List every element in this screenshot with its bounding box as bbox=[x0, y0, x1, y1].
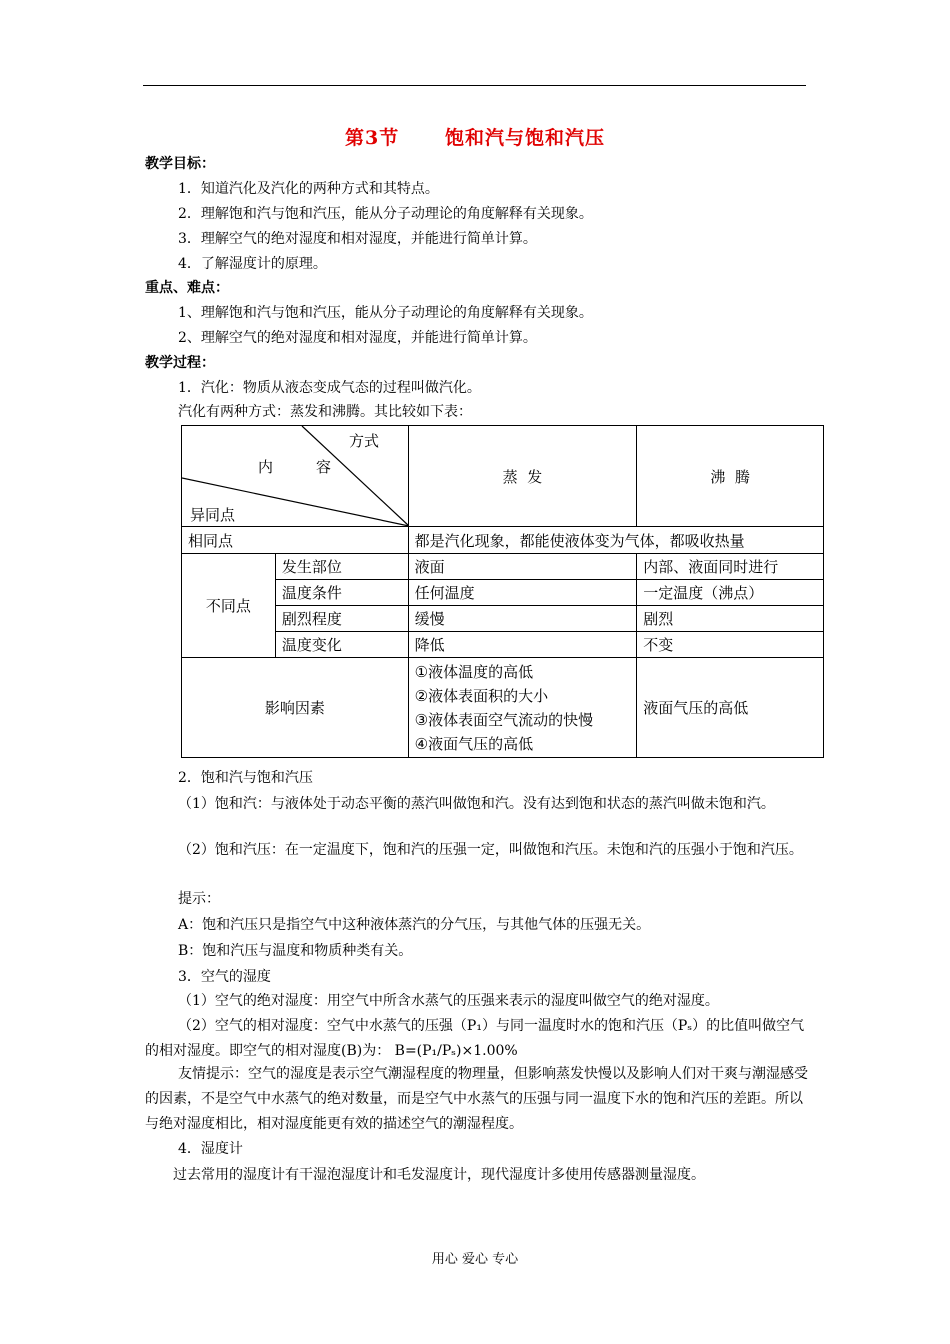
process-heading: 教学过程： bbox=[145, 355, 215, 371]
diff-item: 温度变化 bbox=[275, 632, 408, 658]
section3-title: 3．空气的湿度 bbox=[178, 969, 271, 985]
factors-label: 影响因素 bbox=[182, 658, 409, 758]
objective-item: 2．理解饱和汽与饱和汽压，能从分子动理论的角度解释有关现象。 bbox=[178, 206, 593, 222]
factor-item: ①液体温度的高低 bbox=[414, 662, 534, 681]
factor-item: ②液体表面积的大小 bbox=[414, 686, 549, 705]
diag-label-content-a: 内 bbox=[258, 458, 274, 476]
diff-item: 发生部位 bbox=[275, 554, 408, 580]
hygrometer-description: 过去常用的湿度计有干湿泡湿度计和毛发湿度计，现代湿度计多使用传感器测量湿度。 bbox=[173, 1167, 705, 1183]
col-header-boiling: 沸 腾 bbox=[637, 426, 824, 527]
friendly-tip: 友情提示：空气的湿度是表示空气潮湿程度的物理量，但影响蒸发快慢以及影响人们对干爽与潮湿感受的因素，不是空气中水蒸气的绝对数量，而是空气中水蒸气的压强与同一温度下水的饱和汽压的差距。所以与绝对湿度相比，相对湿度能更有效的描述空气的潮湿程度。 bbox=[145, 1066, 808, 1132]
section-number: 第3节 bbox=[345, 127, 400, 149]
absolute-humidity-definition: （1）空气的绝对湿度：用空气中所含水蒸气的压强来表示的湿度叫做空气的绝对湿度。 bbox=[178, 993, 719, 1009]
hint-a: A：饱和汽压只是指空气中这种液体蒸汽的分气压，与其他气体的压强无关。 bbox=[178, 917, 651, 933]
factors-evap-cell bbox=[408, 658, 637, 758]
diff-evap: 任何温度 bbox=[408, 580, 637, 606]
keypoint-item: 2、理解空气的绝对湿度和相对湿度，并能进行简单计算。 bbox=[178, 330, 537, 346]
diag-label-diff: 异同点 bbox=[190, 506, 236, 524]
diff-boil: 剧烈 bbox=[637, 606, 824, 632]
diff-evap: 降低 bbox=[408, 632, 637, 658]
diag-label-content-b: 容 bbox=[316, 458, 332, 476]
vaporization-definition: 1．汽化：物质从液态变成气态的过程叫做汽化。 bbox=[178, 380, 481, 396]
page-title bbox=[0, 123, 950, 150]
diff-label: 不同点 bbox=[182, 554, 276, 658]
vaporization-methods: 汽化有两种方式：蒸发和沸腾。其比较如下表： bbox=[178, 404, 472, 420]
objectives-heading: 教学目标： bbox=[145, 156, 215, 172]
relative-humidity-definition: （2）空气的相对湿度：空气中水蒸气的压强（P₁）与同一温度时水的饱和汽压（Pₛ）的比值叫做空气的相对湿度。即空气的相对湿度(B)为： B=(P₁/Pₛ)×1.00% bbox=[145, 1018, 805, 1059]
diff-evap: 液面 bbox=[408, 554, 637, 580]
objective-item: 3．理解空气的绝对湿度和相对湿度，并能进行简单计算。 bbox=[178, 231, 537, 247]
section4-title: 4．湿度计 bbox=[178, 1141, 243, 1157]
hint-b: B：饱和汽压与温度和物质种类有关。 bbox=[178, 943, 413, 959]
same-label: 相同点 bbox=[182, 527, 409, 554]
diff-boil: 内部、液面同时进行 bbox=[637, 554, 824, 580]
factor-item: ③液体表面空气流动的快慢 bbox=[414, 710, 594, 729]
hint-label: 提示： bbox=[178, 891, 220, 907]
objective-item: 4．了解湿度计的原理。 bbox=[178, 256, 327, 272]
diff-evap: 缓慢 bbox=[408, 606, 637, 632]
comparison-table bbox=[181, 425, 824, 758]
diff-item: 温度条件 bbox=[275, 580, 408, 606]
section-name: 饱和汽与饱和汽压 bbox=[444, 127, 605, 149]
diff-item: 剧烈程度 bbox=[275, 606, 408, 632]
section2-title: 2．饱和汽与饱和汽压 bbox=[178, 770, 313, 786]
factor-item: ④液面气压的高低 bbox=[414, 734, 534, 753]
objective-item: 1．知道汽化及汽化的两种方式和其特点。 bbox=[178, 181, 439, 197]
keypoints-heading: 重点、难点： bbox=[145, 280, 229, 296]
same-text: 都是汽化现象，都能使液体变为气体，都吸收热量 bbox=[408, 527, 823, 554]
page-footer: 用心 爱心 专心 bbox=[431, 1252, 519, 1267]
diff-boil: 一定温度（沸点） bbox=[637, 580, 824, 606]
header-rule bbox=[143, 85, 806, 86]
factors-boil: 液面气压的高低 bbox=[637, 658, 824, 758]
saturated-vapor-pressure-definition: （2）饱和汽压：在一定温度下，饱和汽的压强一定，叫做饱和汽压。未饱和汽的压强小于饱和汽压。 bbox=[178, 842, 803, 858]
diagonal-header-cell bbox=[182, 426, 409, 527]
diag-label-method: 方式 bbox=[349, 432, 380, 450]
diff-boil: 不变 bbox=[637, 632, 824, 658]
keypoint-item: 1、理解饱和汽与饱和汽压，能从分子动理论的角度解释有关现象。 bbox=[178, 305, 593, 321]
col-header-evaporation: 蒸 发 bbox=[408, 426, 637, 527]
saturated-vapor-definition: （1）饱和汽：与液体处于动态平衡的蒸汽叫做饱和汽。没有达到饱和状态的蒸汽叫做未饱和汽。 bbox=[178, 796, 775, 812]
